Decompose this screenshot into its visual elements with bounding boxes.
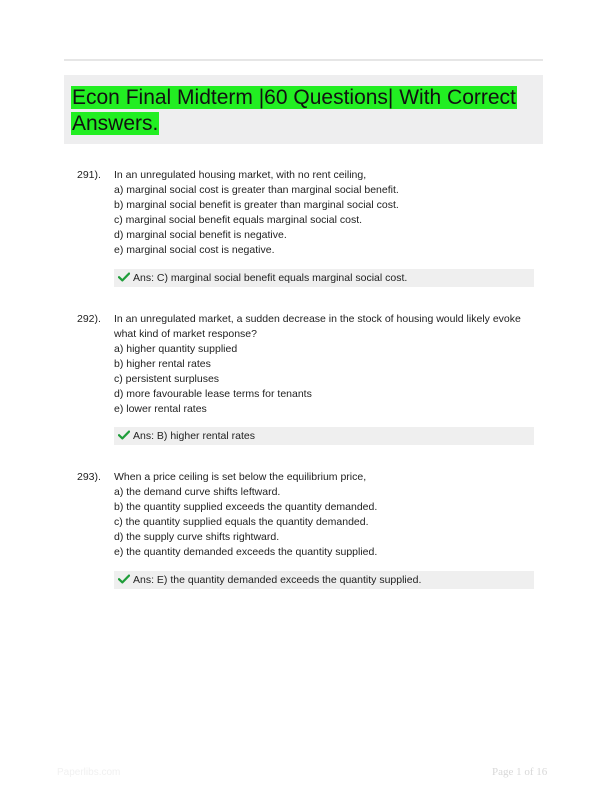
answer-text: Ans: C) marginal social benefit equals marginal social cost. xyxy=(133,272,408,284)
option-a: a) marginal social cost is greater than marginal social benefit. xyxy=(114,184,399,196)
option-a: a) the demand curve shifts leftward. xyxy=(114,486,281,498)
page-number: Page 1 of 16 xyxy=(492,766,548,778)
option-c: c) the quantity supplied equals the quantity demanded. xyxy=(114,516,369,528)
check-icon xyxy=(118,272,130,282)
answer-box xyxy=(114,269,534,287)
answer-text: Ans: E) the quantity demanded exceeds the quantity supplied. xyxy=(133,574,422,586)
question-number: 292). xyxy=(77,313,101,325)
question-stem-continued: what kind of market response? xyxy=(114,328,257,340)
answer-box xyxy=(114,427,534,445)
option-c: c) persistent surpluses xyxy=(114,373,220,385)
option-c: c) marginal social benefit equals marginal social cost. xyxy=(114,214,363,226)
footer-site: Paperlibs.com xyxy=(57,767,121,778)
question-body xyxy=(114,470,534,560)
option-e: e) the quantity demanded exceeds the quantity supplied. xyxy=(114,546,378,558)
question-number: 293). xyxy=(77,471,101,483)
option-d: d) the supply curve shifts rightward. xyxy=(114,531,280,543)
top-rule xyxy=(64,59,543,61)
check-icon xyxy=(118,574,130,584)
option-d: d) marginal social benefit is negative. xyxy=(114,229,287,241)
question-stem: In an unregulated housing market, with no rent ceiling, xyxy=(114,169,367,181)
question-stem: When a price ceiling is set below the equilibrium price, xyxy=(114,471,367,483)
option-b: b) the quantity supplied exceeds the quantity demanded. xyxy=(114,501,378,513)
option-e: e) lower rental rates xyxy=(114,403,207,415)
answer-box xyxy=(114,571,534,589)
option-b: b) higher rental rates xyxy=(114,358,211,370)
check-icon xyxy=(118,430,130,440)
question-stem: In an unregulated market, a sudden decrease in the stock of housing would likely evoke xyxy=(114,313,521,325)
answer-text: Ans: B) higher rental rates xyxy=(133,430,255,442)
option-a: a) higher quantity supplied xyxy=(114,343,238,355)
question-number: 291). xyxy=(77,169,101,181)
title-box xyxy=(64,75,543,144)
option-e: e) marginal social cost is negative. xyxy=(114,244,275,256)
question-body xyxy=(114,168,534,258)
option-b: b) marginal social benefit is greater than marginal social cost. xyxy=(114,199,399,211)
question-body xyxy=(114,312,534,417)
option-d: d) more favourable lease terms for tenants xyxy=(114,388,312,400)
page-title: Econ Final Midterm |60 Questions| With Correct Answers. xyxy=(72,86,516,135)
